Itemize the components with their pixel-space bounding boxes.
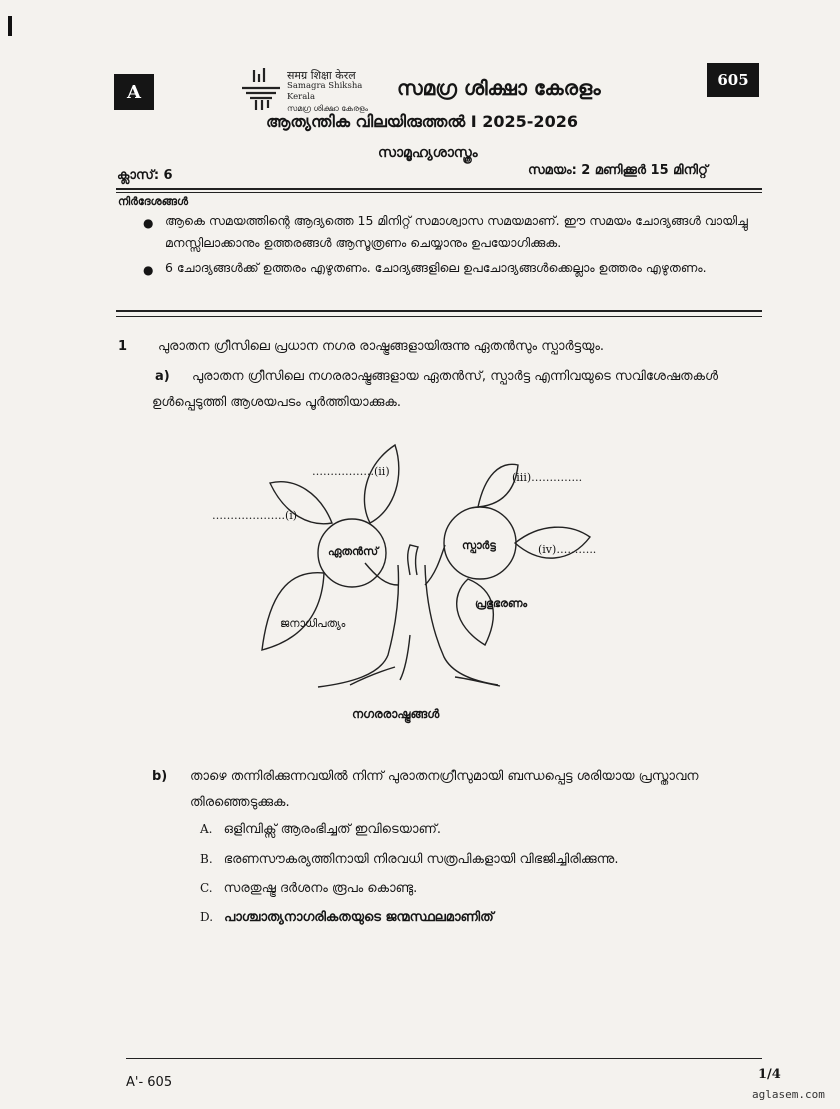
blank-i: ………………..(i) [212,509,298,522]
footer-code: A'- 605 [126,1075,173,1090]
leaf-democracy [262,573,324,650]
class-label: ക്ലാസ്: 6 [117,168,173,183]
samagra-logo [238,66,284,112]
paper-code-box [114,74,154,110]
leaf-monarchy [457,579,494,645]
subquestion-b-label: b) [152,769,168,784]
scan-edge-mark [8,16,12,36]
option-b[interactable] [200,848,619,867]
option-d-label: D. [200,910,214,924]
instruction-item-1: ആകെ സമയത്തിന്റെ ആദ്യത്തെ 15 മിനിറ്റ് സമാശ്വാസ സമയമാണ്. ഈ സമയം ചോദ്യങ്ങൾ വായിച്ചു മനസ്സിലാക്കാനും ഉത്തരങ്ങൾ ആസൂത്രണം ചെയ്യാനും ഉപയോഗിക്കുക. [165,213,748,250]
subquestion-a-text: പുരാതന ഗ്രീസിലെ നഗരരാഷ്ട്രങ്ങളായ ഏതൻസ്, സ്പാർട്ട എന്നിവയുടെ സവിശേഷതകൾ ഉൾപ്പെടുത്തി ആശയപടം പൂർത്തിയാക്കുക. [152,369,719,410]
instructions-heading: നിർദേശങ്ങൾ [118,195,189,208]
subquestion-a-label: a) [155,369,170,384]
option-a-label: A. [200,822,213,836]
trunk-right-edge [425,565,498,685]
leaf-ii [364,445,398,523]
branch-right [425,545,445,585]
logo-line-english: Samagra Shiksha Kerala [287,81,363,102]
question-text: പുരാതന ഗ്രീസിലെ പ്രധാന നഗര രാഷ്ട്രങ്ങളായിരുന്നു ഏതൻസും സ്പാർട്ടയും. [158,339,605,354]
subject-title: സാമൂഹ്യശാസ്ത്രം [378,145,478,161]
stump [408,545,418,575]
bullet-icon: ● [143,216,154,230]
leaf-monarchy-label: പ്രഭുഭരണം [475,597,528,610]
option-b-label: B. [200,852,213,866]
leaf-democracy-label: ജനാധിപത്യം [280,617,346,630]
footer-rule [126,1058,762,1059]
option-a-text: ഒളിമ്പിക്സ് ആരംഭിച്ചത് ഇവിടെയാണ്. [223,822,442,837]
diagram-caption: നഗരരാഷ്ട്രങ്ങൾ [352,707,440,721]
org-name: സമഗ്ര ശിക്ഷാ കേരളം [397,76,601,100]
code-number: 605 [717,71,749,89]
option-d[interactable] [200,906,494,925]
subquestion-b-text: താഴെ തന്നിരിക്കുന്നവയിൽ നിന്ന് പുരാതനഗ്രീസുമായി ബന്ധപ്പെട്ട ശരിയായ പ്രസ്താവന തിരഞ്ഞെടുക്കുക. [190,769,699,810]
sparta-label: സ്പാർട്ട [462,539,496,552]
option-c[interactable] [200,877,417,896]
logo-line-malayalam: സമഗ്ര ശിക്ഷാ കേരളം [287,104,368,113]
exam-title: ആത്യന്തിക വിലയിരുത്തൽ I 2025-2026 [266,112,578,131]
concept-map-diagram [200,435,620,705]
option-c-text: സരതുഷ്ട്ര ദർശനം രൂപം കൊണ്ടു. [223,881,418,896]
header-rule-top [116,188,762,190]
blank-ii: ……………..(ii) [312,465,390,478]
athens-label: ഏതൻസ് [328,545,379,558]
logo-mark-icon [238,66,284,112]
logo-text [287,70,392,114]
instructions-rule-top [116,310,762,312]
blank-iv: (iv)……….. [538,543,597,556]
blank-iii: (iii)………….. [512,471,583,484]
paper-code: A [127,81,141,103]
time-label: സമയം: 2 മണിക്കൂർ 15 മിനിറ്റ് [528,163,708,178]
header-rule-bottom [116,192,762,193]
option-d-text: പാശ്ചാത്യനാഗരികതയുടെ ജന്മസ്ഥലമാണിത് [224,910,494,925]
bullet-icon: ● [143,263,154,277]
page-number: 1/4 [758,1067,781,1082]
logo-line-hindi: समग्र शिक्षा केरल [287,69,356,82]
option-b-text: ഭരണസൗകര്യത്തിനായി നിരവധി സത്രപികളായി വിഭജിച്ചിരിക്കുന്നു. [223,852,619,867]
option-a[interactable] [200,818,441,837]
code-number-box [707,63,759,97]
watermark: aglasem.com [752,1088,825,1101]
instruction-item-2: 6 ചോദ്യങ്ങൾക്ക് ഉത്തരം എഴുതണം. ചോദ്യങ്ങളിലെ ഉപചോദ്യങ്ങൾക്കെല്ലാം ഉത്തരം എഴുതണം. [165,260,707,275]
option-c-label: C. [200,881,213,895]
question-number: 1 [118,339,128,354]
instructions-rule-bottom [116,316,762,317]
